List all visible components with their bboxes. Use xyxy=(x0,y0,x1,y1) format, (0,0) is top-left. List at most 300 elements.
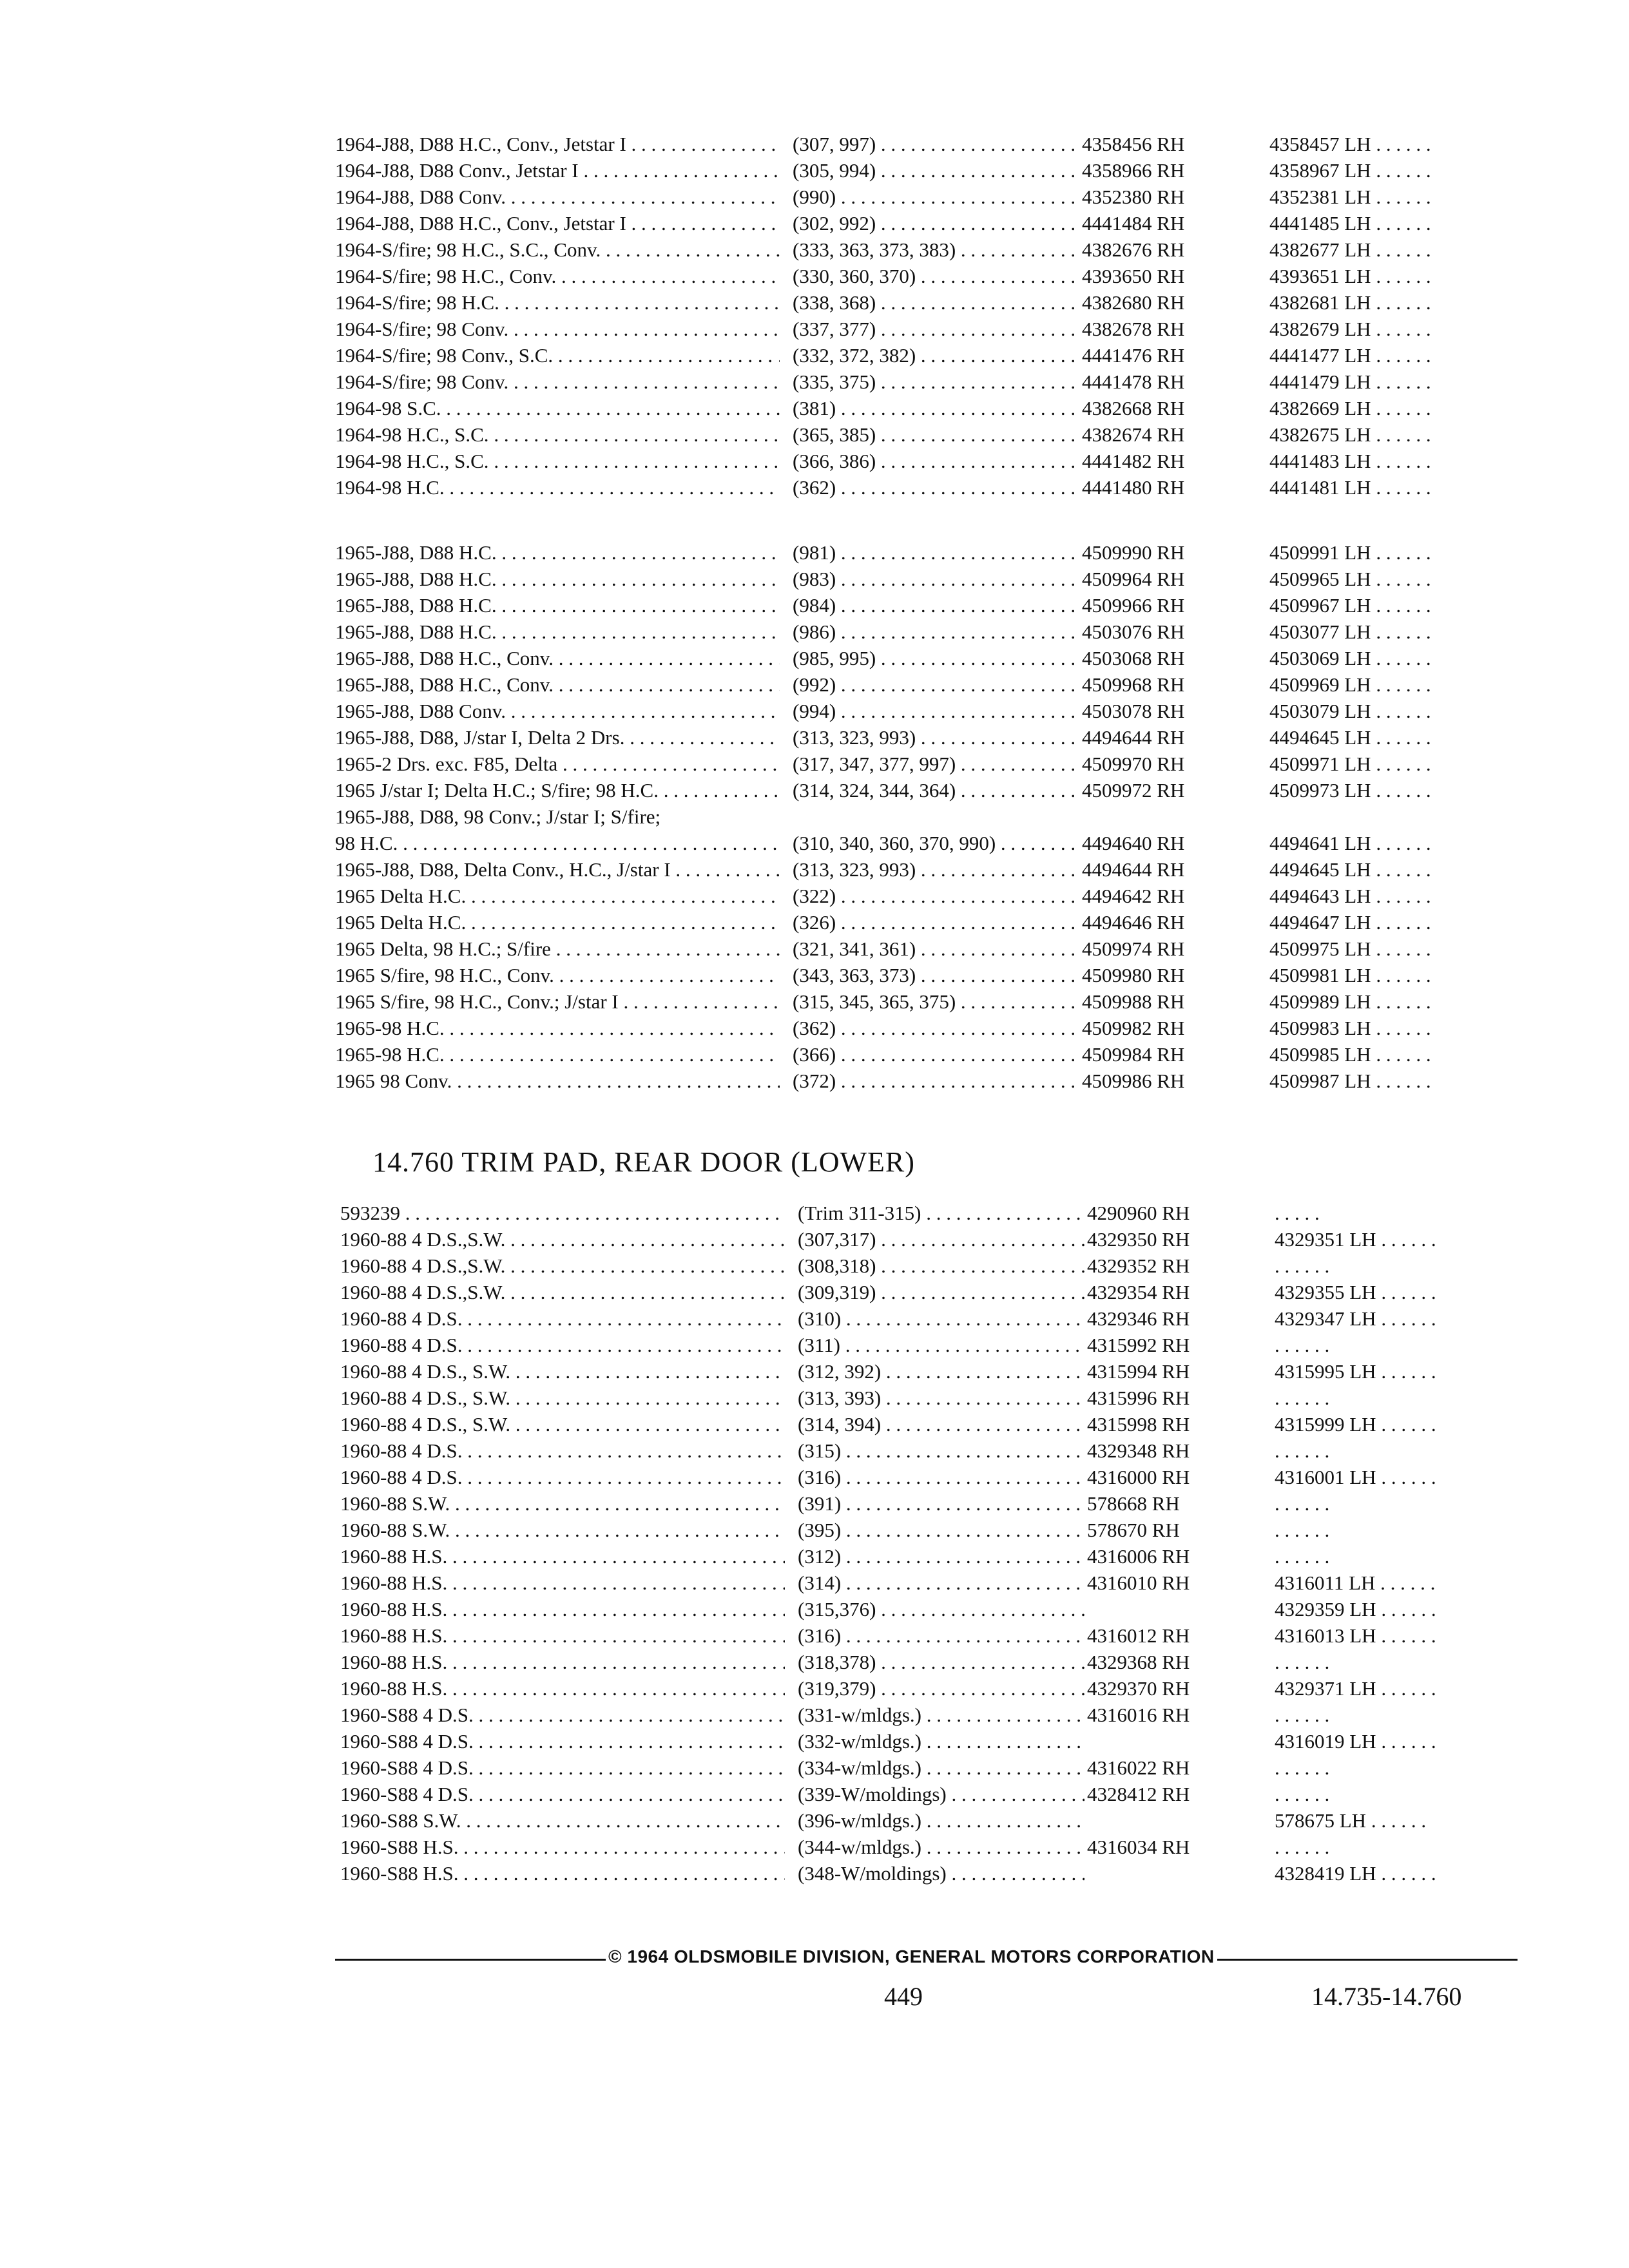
lh-part-cell xyxy=(1275,1834,1539,1860)
model-cell xyxy=(335,131,780,157)
code-cell xyxy=(793,369,1079,395)
table-row xyxy=(340,1305,1539,1332)
rh-part-cell xyxy=(1082,698,1230,724)
code-cell-text: (365, 385) . . . xyxy=(793,423,1079,446)
model-cell-text: 1964-J88, D88 Conv. . . . xyxy=(335,186,780,208)
rh-part-cell-text: 4441478 RH xyxy=(1082,370,1185,393)
model-cell xyxy=(335,448,780,474)
lh-part-cell xyxy=(1275,1385,1539,1411)
code-cell xyxy=(798,1358,1084,1385)
code-cell-text: (992) . . . xyxy=(793,673,1079,696)
table-row xyxy=(340,1728,1539,1754)
code-cell-text: (986) . . . xyxy=(793,620,1079,643)
code-cell-text: (316) . . . xyxy=(798,1624,1084,1647)
rh-part-cell xyxy=(1087,1543,1235,1570)
lh-part-cell-text: 4494645 LH . . . . . . xyxy=(1269,726,1431,749)
lh-part-cell xyxy=(1269,184,1534,210)
model-cell xyxy=(335,856,780,883)
rh-part-cell xyxy=(1087,1200,1235,1226)
code-cell-text: (395) . . . xyxy=(798,1519,1084,1541)
code-cell xyxy=(798,1622,1084,1649)
code-cell-text: (983) . . . xyxy=(793,568,1079,590)
rh-part-cell-text: 4329348 RH xyxy=(1087,1439,1190,1462)
rh-part-cell xyxy=(1082,988,1230,1015)
table-row xyxy=(335,474,1534,501)
lh-part-cell-text: 4358967 LH . . . . . . xyxy=(1269,159,1431,182)
lh-part-cell xyxy=(1269,856,1534,883)
table-row xyxy=(335,698,1534,724)
rh-part-cell xyxy=(1082,1068,1230,1094)
lh-part-cell-text: 4509983 LH . . . . . . xyxy=(1269,1017,1431,1039)
model-cell xyxy=(340,1411,785,1437)
model-cell xyxy=(335,566,780,592)
rh-part-cell-text: 4503068 RH xyxy=(1082,647,1185,669)
model-cell-text: 1965-98 H.C. . . . xyxy=(335,1043,780,1066)
rh-part-cell-text: 4329370 RH xyxy=(1087,1677,1190,1700)
table-row xyxy=(340,1649,1539,1675)
code-cell-text: (339-W/moldings) . . . xyxy=(798,1783,1084,1805)
model-cell-text: 1964-98 H.C., S.C. . . . xyxy=(335,450,780,472)
rh-part-cell xyxy=(1087,1754,1235,1781)
rh-part-cell-text: 4494640 RH xyxy=(1082,832,1185,854)
model-cell xyxy=(340,1675,785,1702)
lh-part-cell xyxy=(1275,1622,1539,1649)
lh-part-cell-text: . . . . . . xyxy=(1275,1545,1330,1568)
lh-part-cell-text: . . . . . . xyxy=(1275,1704,1330,1726)
model-cell-text: 1960-88 4 D.S.,S.W. . . . xyxy=(340,1228,785,1251)
code-cell xyxy=(793,724,1079,751)
lh-part-cell xyxy=(1269,316,1534,342)
code-cell-text: (391) . . . xyxy=(798,1492,1084,1515)
model-cell xyxy=(340,1226,785,1253)
code-cell-text: (318,378) . . . xyxy=(798,1651,1084,1673)
code-cell xyxy=(798,1754,1084,1781)
code-cell-text: (985, 995) . . . xyxy=(793,647,1079,669)
lh-part-cell xyxy=(1275,1490,1539,1517)
model-cell-text: 1965-J88, D88 H.C., Conv. . . . xyxy=(335,647,780,669)
lh-part-cell-text: 4509971 LH . . . . . . xyxy=(1269,753,1431,775)
table-row xyxy=(340,1226,1539,1253)
rh-part-cell-text: 4382674 RH xyxy=(1082,423,1185,446)
code-cell-text: (984) . . . xyxy=(793,594,1079,617)
table-row xyxy=(340,1279,1539,1305)
lh-part-cell xyxy=(1269,619,1534,645)
code-cell xyxy=(793,830,1079,856)
lh-part-cell-text: 4509991 LH . . . . . . xyxy=(1269,541,1431,564)
model-cell-text: 1960-88 H.S. . . . xyxy=(340,1545,785,1568)
lh-part-cell xyxy=(1275,1226,1539,1253)
code-cell xyxy=(793,619,1079,645)
code-cell-text: (310, 340, 360, 370, 990) . . . xyxy=(793,832,1079,854)
model-cell-text: 1964-98 H.C., S.C. . . . xyxy=(335,423,780,446)
code-cell xyxy=(793,962,1079,988)
code-cell-text: (343, 363, 373) . . . xyxy=(793,964,1079,986)
model-cell xyxy=(335,962,780,988)
model-cell xyxy=(335,184,780,210)
model-cell-text: 1965-J88, D88 H.C. . . . xyxy=(335,620,780,643)
lh-part-cell-text: 4503077 LH . . . . . . xyxy=(1269,620,1431,643)
table-row xyxy=(335,131,1534,157)
rh-part-cell-text: 4509982 RH xyxy=(1082,1017,1185,1039)
rh-part-cell-text: 4315994 RH xyxy=(1087,1360,1190,1383)
lh-part-cell-text: 4494645 LH . . . . . . xyxy=(1269,858,1431,881)
lh-part-cell-text: 4382677 LH . . . . . . xyxy=(1269,238,1431,261)
rh-part-cell xyxy=(1087,1279,1235,1305)
lh-part-cell-text: 4509965 LH . . . . . . xyxy=(1269,568,1431,590)
table-row xyxy=(340,1702,1539,1728)
lh-part-cell-text: 4509985 LH . . . . . . xyxy=(1269,1043,1431,1066)
lh-part-cell-text: 4441479 LH . . . . . . xyxy=(1269,370,1431,393)
rh-part-cell-text: 4315996 RH xyxy=(1087,1387,1190,1409)
rh-part-cell-text: 4382678 RH xyxy=(1082,318,1185,340)
lh-part-cell-text: 4316013 LH . . . . . . xyxy=(1275,1624,1436,1647)
rh-part-cell xyxy=(1087,1464,1235,1490)
lh-part-cell-text: 4329359 LH . . . . . . xyxy=(1275,1598,1436,1620)
rh-part-cell xyxy=(1087,1834,1235,1860)
rh-part-cell-text: 4441484 RH xyxy=(1082,212,1185,235)
model-cell xyxy=(340,1570,785,1596)
table-row xyxy=(335,830,1534,856)
code-cell-text: (331-w/mldgs.) . . . xyxy=(798,1704,1084,1726)
code-cell-text: (305, 994) . . . xyxy=(793,159,1079,182)
rh-part-cell-text: 4329346 RH xyxy=(1087,1307,1190,1330)
rh-part-cell xyxy=(1087,1490,1235,1517)
lh-part-cell-text: 4441485 LH . . . . . . xyxy=(1269,212,1431,235)
table-row xyxy=(335,263,1534,289)
code-cell xyxy=(793,184,1079,210)
model-cell xyxy=(335,421,780,448)
model-cell xyxy=(335,830,780,856)
rh-part-cell xyxy=(1087,1649,1235,1675)
lh-part-cell xyxy=(1269,263,1534,289)
code-cell xyxy=(798,1702,1084,1728)
lh-part-cell-text: . . . . . . xyxy=(1275,1387,1330,1409)
model-cell xyxy=(335,316,780,342)
lh-part-cell-text: 4329355 LH . . . . . . xyxy=(1275,1281,1436,1303)
lh-part-cell xyxy=(1275,1702,1539,1728)
code-cell-text: (315,376) . . . xyxy=(798,1598,1084,1620)
lh-part-cell xyxy=(1275,1570,1539,1596)
code-cell xyxy=(798,1490,1084,1517)
rh-part-cell xyxy=(1082,236,1230,263)
model-cell xyxy=(335,909,780,936)
code-cell xyxy=(798,1385,1084,1411)
code-cell xyxy=(793,1015,1079,1041)
model-cell-text: 98 H.C. . . . xyxy=(335,832,780,854)
rh-part-cell xyxy=(1082,539,1230,566)
model-cell xyxy=(335,883,780,909)
lh-part-cell-text: 4509981 LH . . . . . . xyxy=(1269,964,1431,986)
model-cell-text: 1964-J88, D88 Conv., Jetstar I . . . xyxy=(335,159,780,182)
rh-part-cell-text: 4509988 RH xyxy=(1082,990,1185,1013)
code-cell xyxy=(793,751,1079,777)
lh-part-cell-text: 4329371 LH . . . . . . xyxy=(1275,1677,1436,1700)
lh-part-cell-text: 4509987 LH . . . . . . xyxy=(1269,1070,1431,1092)
code-cell xyxy=(793,157,1079,184)
lh-part-cell xyxy=(1269,1015,1534,1041)
code-cell xyxy=(798,1253,1084,1279)
lh-part-cell xyxy=(1275,1728,1539,1754)
model-cell-text: 1964-S/fire; 98 H.C. . . . xyxy=(335,291,780,314)
table-row xyxy=(335,448,1534,474)
rh-part-cell xyxy=(1082,856,1230,883)
table-row xyxy=(335,421,1534,448)
code-cell-text: (302, 992) . . . xyxy=(793,212,1079,235)
code-cell xyxy=(798,1860,1084,1887)
code-cell xyxy=(798,1834,1084,1860)
rh-part-cell xyxy=(1087,1305,1235,1332)
model-cell-text: 593239 . . . xyxy=(340,1202,785,1224)
code-cell-text: (381) . . . xyxy=(793,397,1079,419)
model-cell-text: 1960-88 4 D.S. . . . xyxy=(340,1307,785,1330)
model-cell-text: 1960-88 4 D.S., S.W. . . . xyxy=(340,1413,785,1436)
lh-part-cell xyxy=(1269,448,1534,474)
code-cell-text: (312) . . . xyxy=(798,1545,1084,1568)
model-cell-text: 1965-J88, D88 H.C., Conv. . . . xyxy=(335,673,780,696)
code-cell xyxy=(793,421,1079,448)
table-row xyxy=(335,645,1534,671)
code-cell xyxy=(793,236,1079,263)
model-cell-text: 1964-S/fire; 98 Conv. . . . xyxy=(335,318,780,340)
code-cell xyxy=(793,289,1079,316)
model-cell-text: 1964-J88, D88 H.C., Conv., Jetstar I . . . xyxy=(335,133,780,155)
lh-part-cell xyxy=(1269,830,1534,856)
code-cell-text: (338, 368) . . . xyxy=(793,291,1079,314)
rh-part-cell xyxy=(1087,1411,1235,1437)
code-cell-text: (396-w/mldgs.) . . . xyxy=(798,1809,1084,1832)
table-row xyxy=(335,856,1534,883)
table-row xyxy=(340,1253,1539,1279)
rh-part-cell xyxy=(1082,342,1230,369)
rh-part-cell xyxy=(1087,1570,1235,1596)
footer-rule-left xyxy=(335,1959,612,1961)
table-row xyxy=(335,962,1534,988)
rh-part-cell xyxy=(1082,566,1230,592)
model-cell-text: 1964-S/fire; 98 H.C., S.C., Conv. . . . xyxy=(335,238,780,261)
rh-part-cell xyxy=(1082,131,1230,157)
table-row xyxy=(340,1570,1539,1596)
code-cell-text: (314, 394) . . . xyxy=(798,1413,1084,1436)
table-row xyxy=(340,1385,1539,1411)
code-cell-text: (308,318) . . . xyxy=(798,1254,1084,1277)
rh-part-cell-text: 4509984 RH xyxy=(1082,1043,1185,1066)
code-cell-text: (330, 360, 370) . . . xyxy=(793,265,1079,287)
model-cell xyxy=(340,1702,785,1728)
lh-part-cell xyxy=(1269,909,1534,936)
model-cell xyxy=(335,645,780,671)
table-row xyxy=(335,1041,1534,1068)
rh-part-cell-text: 4494642 RH xyxy=(1082,885,1185,907)
rh-part-cell xyxy=(1082,369,1230,395)
code-cell-text: (990) . . . xyxy=(793,186,1079,208)
lh-part-cell xyxy=(1269,751,1534,777)
lh-part-cell xyxy=(1275,1543,1539,1570)
code-cell-text: (335, 375) . . . xyxy=(793,370,1079,393)
code-cell-text: (316) . . . xyxy=(798,1466,1084,1488)
rh-part-cell xyxy=(1087,1332,1235,1358)
rh-part-cell-text: 4290960 RH xyxy=(1087,1202,1190,1224)
code-cell xyxy=(798,1200,1084,1226)
lh-part-cell-text: 4382675 LH . . . . . . xyxy=(1269,423,1431,446)
rh-part-cell xyxy=(1087,1437,1235,1464)
lh-part-cell-text: 4382669 LH . . . . . . xyxy=(1269,397,1431,419)
table-row xyxy=(335,342,1534,369)
model-cell xyxy=(340,1490,785,1517)
code-cell xyxy=(793,210,1079,236)
model-cell-text: 1965 S/fire, 98 H.C., Conv. . . . xyxy=(335,964,780,986)
model-cell xyxy=(340,1543,785,1570)
lh-part-cell-text: . . . . . . xyxy=(1275,1651,1330,1673)
code-cell-text: (981) . . . xyxy=(793,541,1079,564)
model-cell-text: 1960-88 4 D.S., S.W. . . . xyxy=(340,1387,785,1409)
code-cell xyxy=(798,1570,1084,1596)
table-row xyxy=(340,1358,1539,1385)
model-cell-text: 1960-88 4 D.S., S.W. . . . xyxy=(340,1360,785,1383)
code-cell xyxy=(798,1728,1084,1754)
model-cell xyxy=(335,474,780,501)
lh-part-cell xyxy=(1269,988,1534,1015)
rh-part-cell xyxy=(1082,909,1230,936)
table-row xyxy=(335,803,1534,830)
rh-part-cell-text: 4441480 RH xyxy=(1082,476,1185,499)
model-cell-text: 1965-98 H.C. . . . xyxy=(335,1017,780,1039)
lh-part-cell-text: 4503079 LH . . . . . . xyxy=(1269,700,1431,722)
rh-part-cell-text: 4329350 RH xyxy=(1087,1228,1190,1251)
lh-part-cell xyxy=(1269,1068,1534,1094)
lh-part-cell-text: 4441477 LH . . . . . . xyxy=(1269,344,1431,367)
table-row xyxy=(340,1675,1539,1702)
lh-part-cell-text: 4494647 LH . . . . . . xyxy=(1269,911,1431,934)
lh-part-cell xyxy=(1275,1807,1539,1834)
model-cell-text: 1960-88 4 D.S. . . . xyxy=(340,1439,785,1462)
code-cell-text: (311) . . . xyxy=(798,1334,1084,1356)
lh-part-cell xyxy=(1269,883,1534,909)
code-cell-text: (337, 377) . . . xyxy=(793,318,1079,340)
model-cell-text: 1965-2 Drs. exc. F85, Delta . . . xyxy=(335,753,780,775)
rh-part-cell-text: 4509964 RH xyxy=(1082,568,1185,590)
model-cell-text: 1965 98 Conv. . . . xyxy=(335,1070,780,1092)
rh-part-cell xyxy=(1082,395,1230,421)
model-cell-text: 1964-98 S.C. . . . xyxy=(335,397,780,419)
lh-part-cell xyxy=(1275,1860,1539,1887)
code-cell xyxy=(793,909,1079,936)
code-cell-text: (334-w/mldgs.) . . . xyxy=(798,1756,1084,1779)
rh-part-cell-text: 4316012 RH xyxy=(1087,1624,1190,1647)
model-cell xyxy=(335,210,780,236)
model-cell xyxy=(340,1517,785,1543)
code-cell-text: (362) . . . xyxy=(793,476,1079,499)
lh-part-cell xyxy=(1275,1253,1539,1279)
model-cell xyxy=(340,1358,785,1385)
table-row xyxy=(340,1490,1539,1517)
code-cell xyxy=(798,1305,1084,1332)
model-cell xyxy=(335,342,780,369)
lh-part-cell-text: 4329347 LH . . . . . . xyxy=(1275,1307,1436,1330)
code-cell xyxy=(793,539,1079,566)
rh-part-cell-text: 4382676 RH xyxy=(1082,238,1185,261)
lh-part-cell-text: . . . . . xyxy=(1275,1202,1320,1224)
code-cell-text: (307, 997) . . . xyxy=(793,133,1079,155)
lh-part-cell xyxy=(1275,1754,1539,1781)
table-row xyxy=(335,316,1534,342)
table-row xyxy=(340,1332,1539,1358)
table-row xyxy=(340,1834,1539,1860)
rh-part-cell-text: 578670 RH xyxy=(1087,1519,1180,1541)
model-cell-text: 1965-J88, D88 H.C. . . . xyxy=(335,541,780,564)
lh-part-cell-text: 4509967 LH . . . . . . xyxy=(1269,594,1431,617)
parts-table-1965 xyxy=(335,539,1534,1094)
table-row xyxy=(340,1754,1539,1781)
rh-part-cell xyxy=(1082,936,1230,962)
code-cell xyxy=(798,1437,1084,1464)
lh-part-cell-text: 4316001 LH . . . . . . xyxy=(1275,1466,1436,1488)
lh-part-cell xyxy=(1269,566,1534,592)
table-row xyxy=(340,1200,1539,1226)
rh-part-cell xyxy=(1087,1226,1235,1253)
code-cell xyxy=(793,474,1079,501)
rh-part-cell-text: 4315992 RH xyxy=(1087,1334,1190,1356)
lh-part-cell xyxy=(1275,1200,1539,1226)
code-cell xyxy=(793,988,1079,1015)
code-cell-text: (333, 363, 373, 383) . . . xyxy=(793,238,1079,261)
code-cell-text: (332, 372, 382) . . . xyxy=(793,344,1079,367)
lh-part-cell xyxy=(1269,474,1534,501)
model-cell xyxy=(340,1305,785,1332)
code-cell-text: (Trim 311-315) . . . xyxy=(798,1202,1084,1224)
model-cell-text: 1960-S88 4 D.S. . . . xyxy=(340,1756,785,1779)
code-cell xyxy=(793,448,1079,474)
code-cell xyxy=(793,342,1079,369)
code-cell xyxy=(793,777,1079,803)
code-cell-text: (994) . . . xyxy=(793,700,1079,722)
model-cell-text: 1965 Delta, 98 H.C.; S/fire . . . xyxy=(335,937,780,960)
code-cell xyxy=(798,1781,1084,1807)
rh-part-cell-text: 4329352 RH xyxy=(1087,1254,1190,1277)
model-cell xyxy=(340,1860,785,1887)
lh-part-cell-text: 4352381 LH . . . . . . xyxy=(1269,186,1431,208)
lh-part-cell xyxy=(1275,1411,1539,1437)
lh-part-cell-text: . . . . . . xyxy=(1275,1334,1330,1356)
model-cell xyxy=(335,395,780,421)
rh-part-cell xyxy=(1082,830,1230,856)
code-cell-text: (315) . . . xyxy=(798,1439,1084,1462)
model-cell-text: 1965-J88, D88, J/star I, Delta 2 Drs. . . . xyxy=(335,726,780,749)
code-cell xyxy=(793,263,1079,289)
rh-part-cell-text: 4509986 RH xyxy=(1082,1070,1185,1092)
model-cell xyxy=(335,157,780,184)
model-cell xyxy=(335,936,780,962)
table-row xyxy=(340,1411,1539,1437)
model-cell-text: 1960-S88 S.W. . . . xyxy=(340,1809,785,1832)
model-cell xyxy=(335,698,780,724)
rh-part-cell xyxy=(1082,210,1230,236)
section-heading: 14.760 TRIM PAD, REAR DOOR (LOWER) xyxy=(372,1146,915,1178)
code-cell xyxy=(793,936,1079,962)
table-row xyxy=(340,1437,1539,1464)
rh-part-cell xyxy=(1082,1015,1230,1041)
model-cell-text: 1960-88 S.W. . . . xyxy=(340,1519,785,1541)
table-row xyxy=(335,751,1534,777)
rh-part-cell-text: 4509972 RH xyxy=(1082,779,1185,802)
rh-part-cell xyxy=(1087,1702,1235,1728)
rh-part-cell-text: 4329368 RH xyxy=(1087,1651,1190,1673)
model-cell xyxy=(335,1068,780,1094)
model-cell-text: 1960-88 S.W. . . . xyxy=(340,1492,785,1515)
code-cell-text: (313, 393) . . . xyxy=(798,1387,1084,1409)
code-cell xyxy=(798,1226,1084,1253)
model-cell-text: 1960-88 H.S. . . . xyxy=(340,1624,785,1647)
lh-part-cell-text: 4509969 LH . . . . . . xyxy=(1269,673,1431,696)
